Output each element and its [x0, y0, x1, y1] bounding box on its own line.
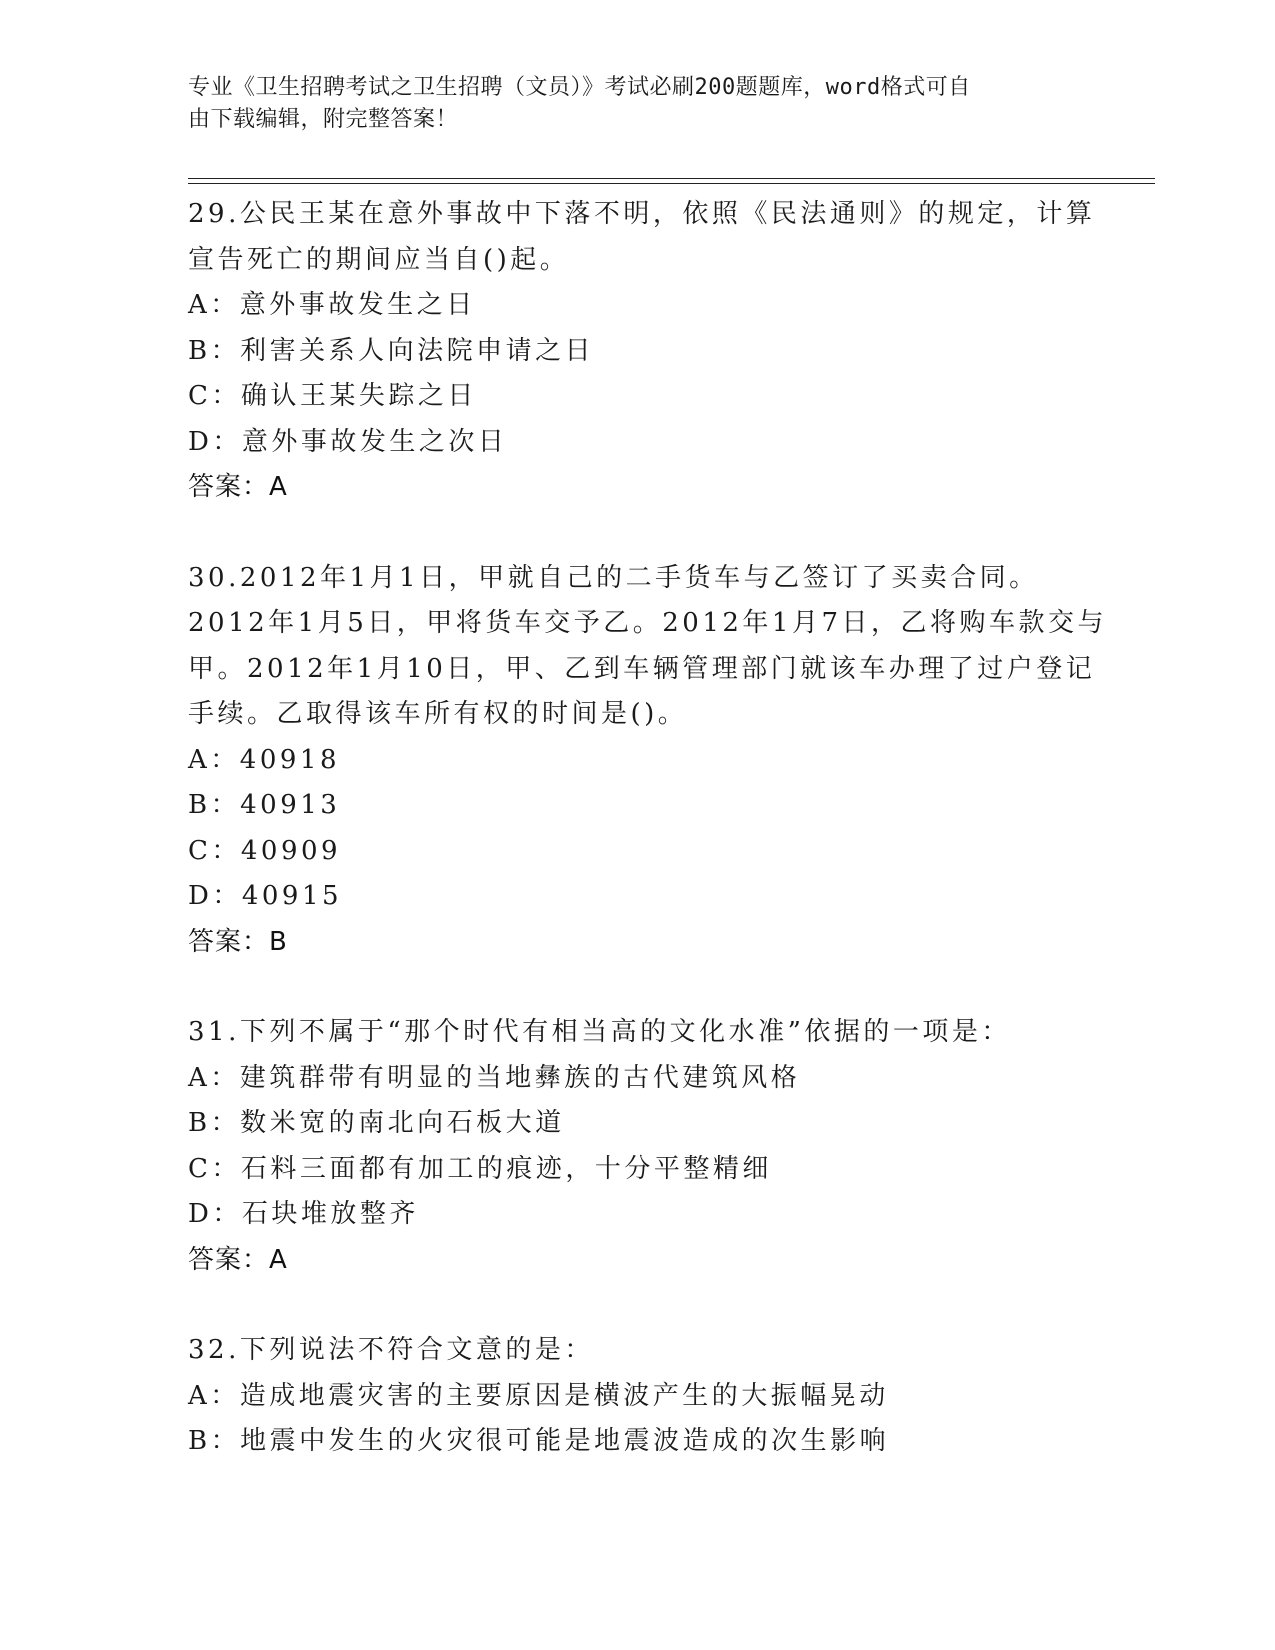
question-32 — [188, 1328, 1108, 1465]
option-c: C：确认王某失踪之日 — [188, 381, 477, 411]
question-stem: 31.下列不属于“那个时代有相当高的文化水准”依据的一项是： — [188, 1017, 1011, 1047]
option-d: D：意外事故发生之次日 — [188, 426, 508, 457]
option-a: A：建筑群带有明显的当地彝族的古代建筑风格 — [188, 1062, 801, 1093]
header-line-2: 由下载编辑，附完整答案！ — [188, 107, 459, 132]
question-stem: 30.2012年1月1日，甲就自己的二手货车与乙签订了买卖合同。2012年1月5日，甲将货车交予乙。2012年1月7日，乙将购车款交与甲。2012年1月10日，甲、乙到车辆管理部门就该车办理了过户登记手续。乙取得该车所有权的时间是()。 — [188, 562, 1108, 729]
option-b: B：40913 — [188, 790, 341, 820]
question-stem: 32.下列说法不符合文意的是： — [188, 1335, 594, 1365]
header-line-1: 专业《卫生招聘考试之卫生招聘（文员）》考试必刷200题题库，word格式可自 — [188, 75, 971, 100]
question-stem: 29.公民王某在意外事故中下落不明，依照《民法通则》的规定，计算宣告死亡的期间应当自()起。 — [188, 199, 1096, 275]
document-header — [188, 72, 1068, 136]
answer-label: 答案：B — [188, 926, 288, 957]
option-b: B：利害关系人向法院申请之日 — [188, 335, 595, 366]
option-c: C：40909 — [188, 835, 342, 866]
option-d: D：石块堆放整齐 — [188, 1199, 419, 1229]
option-b: B：数米宽的南北向石板大道 — [188, 1108, 565, 1138]
option-c: C：石料三面都有加工的痕迹，十分平整精细 — [188, 1153, 772, 1184]
option-a: A：40918 — [188, 744, 340, 775]
option-d: D：40915 — [188, 881, 343, 911]
option-b: B：地震中发生的火灾很可能是地震波造成的次生影响 — [188, 1426, 890, 1456]
question-30 — [188, 556, 1108, 966]
question-list — [188, 192, 1108, 1510]
header-divider-bottom — [188, 183, 1155, 184]
answer-label: 答案：A — [188, 1244, 288, 1275]
question-29 — [188, 192, 1108, 511]
option-a: A：造成地震灾害的主要原因是横波产生的大振幅晃动 — [188, 1380, 889, 1411]
header-divider-top — [188, 178, 1155, 179]
answer-label: 答案：A — [188, 472, 288, 502]
option-a: A：意外事故发生之日 — [188, 290, 476, 320]
question-31 — [188, 1010, 1108, 1283]
